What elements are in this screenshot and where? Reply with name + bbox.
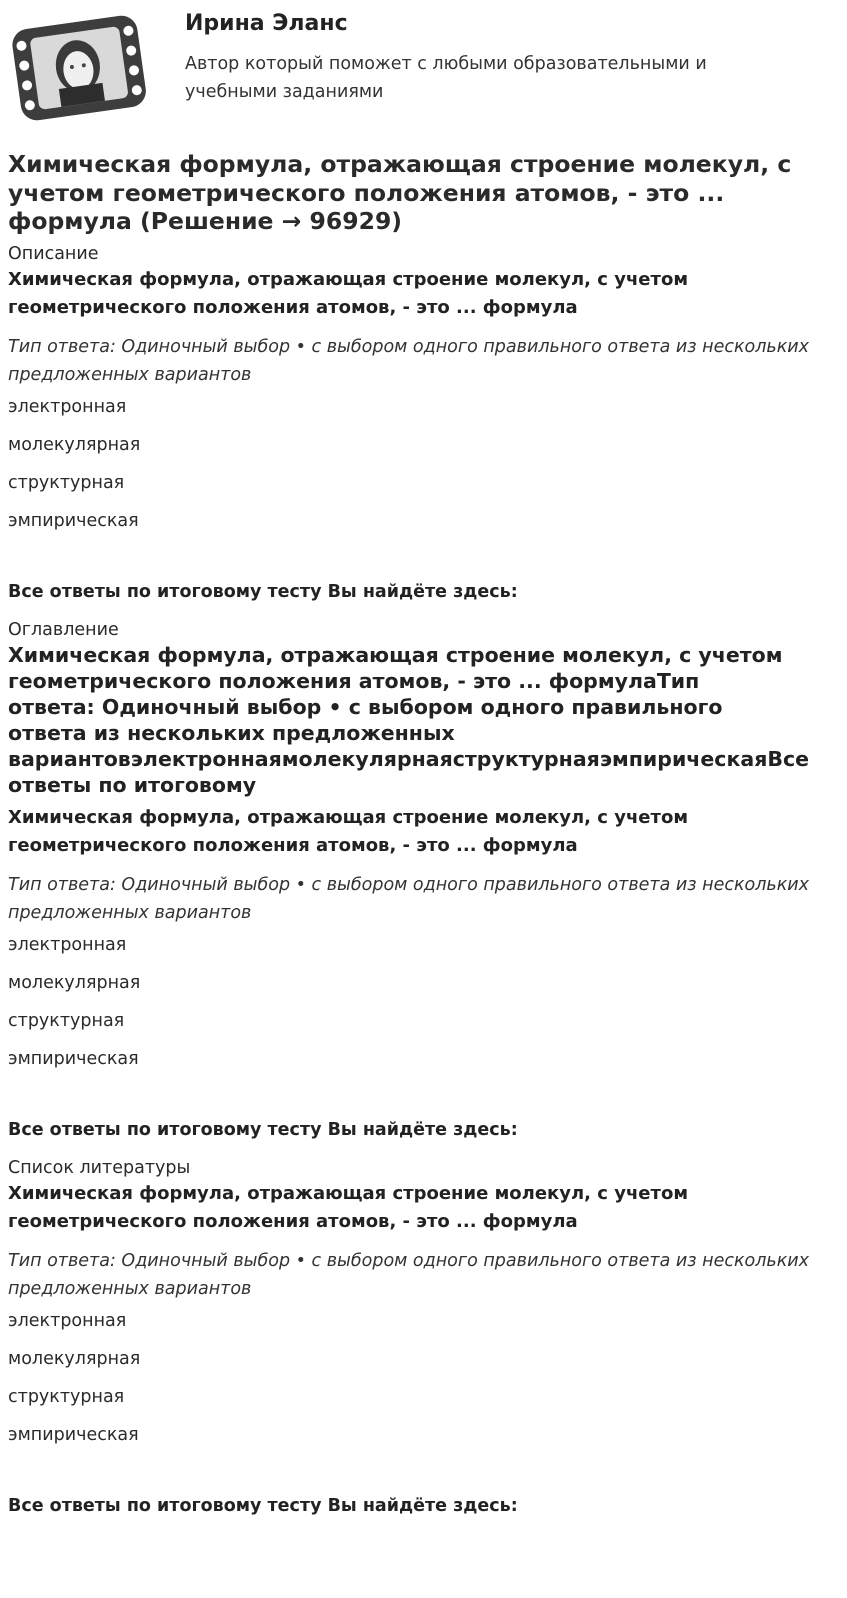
option-item: структурная bbox=[8, 1010, 125, 1031]
question-text: Химическая формула, отражающая строение молекул, с учетом геометрического положения атомов, - это ... формула bbox=[8, 806, 689, 856]
option-item: эмпирическая bbox=[8, 1048, 139, 1069]
option-item: эмпирическая bbox=[8, 1424, 139, 1445]
toc-heading-line: Химическая формула, отражающая строение молекул, с учетом bbox=[8, 642, 783, 667]
answer-type: Тип ответа: Одиночный выбор • с выбором одного правильного ответа из нескольких предложенных вариантов bbox=[8, 1250, 810, 1299]
option-item: электронная bbox=[8, 934, 127, 955]
question-text: Химическая формула, отражающая строение молекул, с учетом геометрического положения атомов, - это ... формула bbox=[8, 268, 689, 318]
option-item: электронная bbox=[8, 396, 127, 417]
all-answers-link[interactable]: Все ответы по итоговому тесту Вы найдёте здесь: bbox=[8, 1495, 518, 1516]
author-description: Автор который поможет с любыми образовательными и учебными заданиями bbox=[185, 54, 707, 102]
options-list bbox=[8, 396, 838, 532]
author-card bbox=[0, 0, 847, 138]
main-content bbox=[8, 150, 838, 1532]
options-list bbox=[8, 1310, 838, 1446]
answer-type: Тип ответа: Одиночный выбор • с выбором одного правильного ответа из нескольких предложенных вариантов bbox=[8, 874, 810, 923]
toc-heading-line: вариантовэлектроннаямолекулярнаяструктурнаяэмпирическаяВсе bbox=[8, 746, 810, 771]
description-section bbox=[8, 242, 838, 604]
toc-section bbox=[8, 618, 838, 1142]
bibliography-section bbox=[8, 1156, 838, 1518]
section-label: Список литературы bbox=[8, 1157, 191, 1178]
option-item: эмпирическая bbox=[8, 510, 139, 531]
toc-heading-line: ответа: Одиночный выбор • с выбором одного правильного bbox=[8, 694, 723, 719]
option-item: электронная bbox=[8, 1310, 127, 1331]
option-item: молекулярная bbox=[8, 1348, 141, 1369]
option-item: структурная bbox=[8, 1386, 125, 1407]
toc-heading bbox=[8, 642, 838, 798]
toc-heading-line: ответы по итоговому bbox=[8, 772, 257, 797]
author-name[interactable]: Ирина Эланс bbox=[185, 11, 348, 36]
option-item: структурная bbox=[8, 472, 125, 493]
question-text: Химическая формула, отражающая строение молекул, с учетом геометрического положения атомов, - это ... формула bbox=[8, 1182, 689, 1232]
toc-heading-line: ответа из нескольких предложенных bbox=[8, 720, 455, 745]
all-answers-link[interactable]: Все ответы по итоговому тесту Вы найдёте здесь: bbox=[8, 1119, 518, 1140]
option-item: молекулярная bbox=[8, 434, 141, 455]
toc-heading-line: геометрического положения атомов, - это ... формулаТип bbox=[8, 668, 700, 693]
option-item: молекулярная bbox=[8, 972, 141, 993]
options-list bbox=[8, 934, 838, 1070]
section-label: Описание bbox=[8, 243, 99, 264]
all-answers-link[interactable]: Все ответы по итоговому тесту Вы найдёте здесь: bbox=[8, 581, 518, 602]
page-title: Химическая формула, отражающая строение молекул, с учетом геометрического положения атомов, - это ... формула (Решение → 96929) bbox=[8, 150, 792, 235]
section-label: Оглавление bbox=[8, 619, 119, 640]
answer-type: Тип ответа: Одиночный выбор • с выбором одного правильного ответа из нескольких предложенных вариантов bbox=[8, 336, 810, 385]
author-avatar[interactable] bbox=[8, 8, 150, 126]
